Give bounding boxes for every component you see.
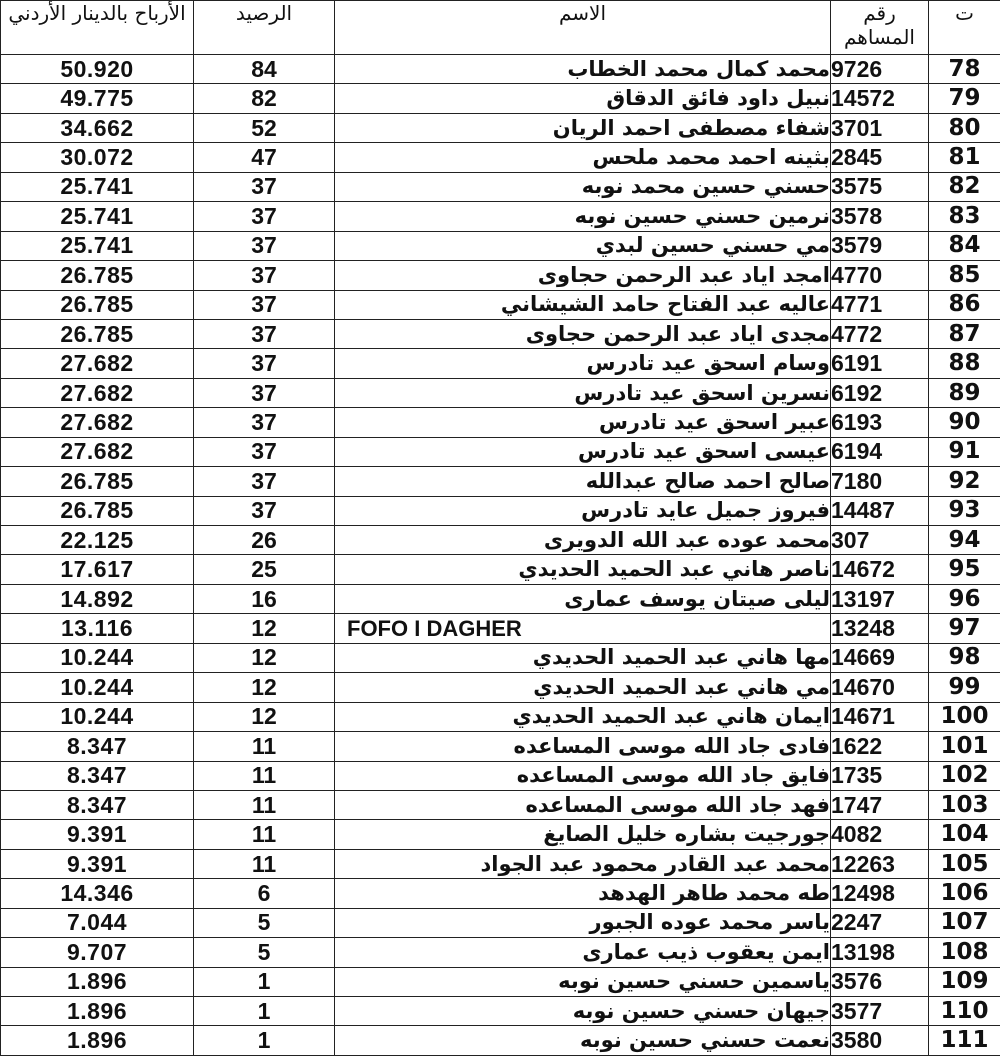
row-name: صالح احمد صالح عبدالله: [335, 467, 831, 496]
row-profit: 26.785: [1, 496, 194, 525]
table-body: [1, 55, 1000, 1056]
table-row: [1, 261, 1000, 290]
table-row: [1, 1026, 1000, 1055]
table-row: [1, 113, 1000, 142]
table-row: [1, 820, 1000, 849]
row-shareholder-no: 14672: [831, 555, 929, 584]
row-shareholder-no: 14487: [831, 496, 929, 525]
table-row: [1, 761, 1000, 790]
row-seq: 86: [929, 290, 1000, 319]
row-balance: 82: [194, 84, 335, 113]
row-seq: 107: [929, 908, 1000, 937]
row-balance: 11: [194, 790, 335, 819]
table-row: [1, 202, 1000, 231]
header-seq: ت: [929, 1, 1000, 55]
row-profit: 8.347: [1, 790, 194, 819]
row-balance: 12: [194, 673, 335, 702]
header-balance: الرصيد: [194, 1, 335, 55]
row-shareholder-no: 307: [831, 526, 929, 555]
row-balance: 1: [194, 997, 335, 1026]
row-profit: 27.682: [1, 378, 194, 407]
table-row: [1, 702, 1000, 731]
row-seq: 97: [929, 614, 1000, 643]
table-row: [1, 879, 1000, 908]
row-profit: 25.741: [1, 172, 194, 201]
row-seq: 94: [929, 526, 1000, 555]
row-balance: 37: [194, 496, 335, 525]
row-name: ايمان هاني عبد الحميد الحديدي: [335, 702, 831, 731]
row-name: ايمن يعقوب ذيب عمارى: [335, 938, 831, 967]
row-balance: 11: [194, 732, 335, 761]
row-profit: 27.682: [1, 349, 194, 378]
row-name: عبير اسحق عيد تادرس: [335, 408, 831, 437]
table-row: [1, 673, 1000, 702]
table-row: [1, 172, 1000, 201]
row-shareholder-no: 6191: [831, 349, 929, 378]
row-balance: 26: [194, 526, 335, 555]
row-balance: 37: [194, 231, 335, 260]
row-seq: 80: [929, 113, 1000, 142]
row-profit: 14.346: [1, 879, 194, 908]
row-name: نعمت حسني حسين نوبه: [335, 1026, 831, 1055]
row-balance: 47: [194, 143, 335, 172]
row-balance: 12: [194, 643, 335, 672]
row-profit: 49.775: [1, 84, 194, 113]
table-row: [1, 849, 1000, 878]
row-shareholder-no: 3701: [831, 113, 929, 142]
row-shareholder-no: 3577: [831, 997, 929, 1026]
row-profit: 7.044: [1, 908, 194, 937]
table-row: [1, 790, 1000, 819]
row-seq: 98: [929, 643, 1000, 672]
row-name: بثينه احمد محمد ملحس: [335, 143, 831, 172]
row-shareholder-no: 9726: [831, 55, 929, 84]
row-balance: 37: [194, 408, 335, 437]
table-row: [1, 967, 1000, 996]
row-profit: 1.896: [1, 997, 194, 1026]
row-name: شفاء مصطفى احمد الريان: [335, 113, 831, 142]
row-profit: 9.391: [1, 849, 194, 878]
table-row: [1, 908, 1000, 937]
row-seq: 102: [929, 761, 1000, 790]
table-row: [1, 437, 1000, 466]
row-balance: 5: [194, 938, 335, 967]
table-row: [1, 732, 1000, 761]
row-name: مي حسني حسين لبدي: [335, 231, 831, 260]
row-shareholder-no: 14670: [831, 673, 929, 702]
row-profit: 10.244: [1, 673, 194, 702]
row-seq: 99: [929, 673, 1000, 702]
row-profit: 8.347: [1, 761, 194, 790]
row-balance: 37: [194, 261, 335, 290]
row-shareholder-no: 14572: [831, 84, 929, 113]
row-balance: 11: [194, 849, 335, 878]
row-seq: 83: [929, 202, 1000, 231]
table-row: [1, 408, 1000, 437]
row-shareholder-no: 3576: [831, 967, 929, 996]
row-name: مجدى اياد عبد الرحمن حجاوى: [335, 319, 831, 348]
row-seq: 104: [929, 820, 1000, 849]
row-shareholder-no: 12498: [831, 879, 929, 908]
row-name: ناصر هاني عبد الحميد الحديدي: [335, 555, 831, 584]
row-seq: 87: [929, 319, 1000, 348]
row-name: ياسمين حسني حسين نوبه: [335, 967, 831, 996]
table-row: [1, 643, 1000, 672]
row-seq: 110: [929, 997, 1000, 1026]
row-name: مي هاني عبد الحميد الحديدي: [335, 673, 831, 702]
row-name: محمد عوده عبد الله الدويرى: [335, 526, 831, 555]
row-seq: 84: [929, 231, 1000, 260]
row-seq: 91: [929, 437, 1000, 466]
table-row: [1, 555, 1000, 584]
row-profit: 50.920: [1, 55, 194, 84]
table-row: [1, 938, 1000, 967]
row-seq: 108: [929, 938, 1000, 967]
row-name: فايق جاد الله موسى المساعده: [335, 761, 831, 790]
row-shareholder-no: 14669: [831, 643, 929, 672]
row-balance: 37: [194, 290, 335, 319]
row-shareholder-no: 1735: [831, 761, 929, 790]
row-profit: 17.617: [1, 555, 194, 584]
row-shareholder-no: 2247: [831, 908, 929, 937]
row-seq: 78: [929, 55, 1000, 84]
table-row: [1, 84, 1000, 113]
row-shareholder-no: 7180: [831, 467, 929, 496]
row-name: فادى جاد الله موسى المساعده: [335, 732, 831, 761]
table-row: [1, 231, 1000, 260]
row-profit: 25.741: [1, 202, 194, 231]
row-seq: 82: [929, 172, 1000, 201]
row-seq: 100: [929, 702, 1000, 731]
row-seq: 103: [929, 790, 1000, 819]
row-name: نبيل داود فائق الدقاق: [335, 84, 831, 113]
row-profit: 10.244: [1, 702, 194, 731]
row-balance: 52: [194, 113, 335, 142]
row-shareholder-no: 13198: [831, 938, 929, 967]
row-balance: 84: [194, 55, 335, 84]
row-profit: 9.391: [1, 820, 194, 849]
header-profit: الأرباح بالدينار الأردني: [1, 1, 194, 55]
table-row: [1, 584, 1000, 613]
row-shareholder-no: 4771: [831, 290, 929, 319]
row-seq: 101: [929, 732, 1000, 761]
row-shareholder-no: 4082: [831, 820, 929, 849]
row-profit: 27.682: [1, 408, 194, 437]
row-name: فيروز جميل عايد تادرس: [335, 496, 831, 525]
row-seq: 88: [929, 349, 1000, 378]
row-balance: 16: [194, 584, 335, 613]
row-shareholder-no: 14671: [831, 702, 929, 731]
row-shareholder-no: 2845: [831, 143, 929, 172]
row-seq: 106: [929, 879, 1000, 908]
table-header-row: [1, 1, 1000, 55]
row-balance: 12: [194, 614, 335, 643]
row-name: ياسر محمد عوده الجبور: [335, 908, 831, 937]
row-balance: 11: [194, 761, 335, 790]
row-shareholder-no: 12263: [831, 849, 929, 878]
row-balance: 6: [194, 879, 335, 908]
header-name: الاسم: [335, 1, 831, 55]
row-balance: 37: [194, 349, 335, 378]
row-name: محمد كمال محمد الخطاب: [335, 55, 831, 84]
row-profit: 22.125: [1, 526, 194, 555]
row-name: طه محمد طاهر الهدهد: [335, 879, 831, 908]
row-name: FOFO I DAGHER: [335, 614, 831, 643]
row-shareholder-no: 1747: [831, 790, 929, 819]
row-shareholder-no: 3578: [831, 202, 929, 231]
row-seq: 93: [929, 496, 1000, 525]
row-name: فهد جاد الله موسى المساعده: [335, 790, 831, 819]
row-profit: 13.116: [1, 614, 194, 643]
row-balance: 37: [194, 467, 335, 496]
row-seq: 90: [929, 408, 1000, 437]
row-shareholder-no: 6194: [831, 437, 929, 466]
row-name: جيهان حسني حسين نوبه: [335, 997, 831, 1026]
row-seq: 81: [929, 143, 1000, 172]
row-profit: 30.072: [1, 143, 194, 172]
row-name: عاليه عبد الفتاح حامد الشيشاني: [335, 290, 831, 319]
row-shareholder-no: 6192: [831, 378, 929, 407]
table-row: [1, 143, 1000, 172]
row-profit: 14.892: [1, 584, 194, 613]
row-seq: 79: [929, 84, 1000, 113]
table-row: [1, 614, 1000, 643]
row-seq: 111: [929, 1026, 1000, 1055]
row-seq: 109: [929, 967, 1000, 996]
row-balance: 12: [194, 702, 335, 731]
row-name: حسني حسين محمد نوبه: [335, 172, 831, 201]
table-row: [1, 349, 1000, 378]
row-name: عيسى اسحق عيد تادرس: [335, 437, 831, 466]
row-name: نسرين اسحق عيد تادرس: [335, 378, 831, 407]
table-row: [1, 526, 1000, 555]
table-row: [1, 319, 1000, 348]
table-row: [1, 378, 1000, 407]
row-shareholder-no: 3579: [831, 231, 929, 260]
row-seq: 89: [929, 378, 1000, 407]
row-balance: 25: [194, 555, 335, 584]
row-profit: 10.244: [1, 643, 194, 672]
row-shareholder-no: 3580: [831, 1026, 929, 1055]
row-profit: 8.347: [1, 732, 194, 761]
row-shareholder-no: 13197: [831, 584, 929, 613]
row-name: وسام اسحق عيد تادرس: [335, 349, 831, 378]
table-row: [1, 997, 1000, 1026]
table-row: [1, 55, 1000, 84]
row-balance: 37: [194, 202, 335, 231]
row-balance: 11: [194, 820, 335, 849]
row-shareholder-no: 3575: [831, 172, 929, 201]
row-seq: 105: [929, 849, 1000, 878]
row-profit: 26.785: [1, 467, 194, 496]
row-name: نرمين حسني حسين نوبه: [335, 202, 831, 231]
table-row: [1, 467, 1000, 496]
row-name: ليلى صيتان يوسف عمارى: [335, 584, 831, 613]
row-profit: 34.662: [1, 113, 194, 142]
row-shareholder-no: 4770: [831, 261, 929, 290]
row-name: مها هاني عبد الحميد الحديدي: [335, 643, 831, 672]
row-shareholder-no: 6193: [831, 408, 929, 437]
row-name: جورجيت بشاره خليل الصايغ: [335, 820, 831, 849]
row-profit: 25.741: [1, 231, 194, 260]
table-row: [1, 496, 1000, 525]
row-balance: 5: [194, 908, 335, 937]
row-profit: 26.785: [1, 290, 194, 319]
table-row: [1, 290, 1000, 319]
row-profit: 26.785: [1, 261, 194, 290]
row-profit: 9.707: [1, 938, 194, 967]
row-profit: 27.682: [1, 437, 194, 466]
row-shareholder-no: 1622: [831, 732, 929, 761]
row-profit: 1.896: [1, 967, 194, 996]
header-shareholder-no: رقم المساهم: [831, 1, 929, 55]
row-balance: 1: [194, 967, 335, 996]
row-balance: 37: [194, 437, 335, 466]
row-balance: 37: [194, 172, 335, 201]
row-profit: 26.785: [1, 319, 194, 348]
row-profit: 1.896: [1, 1026, 194, 1055]
row-shareholder-no: 13248: [831, 614, 929, 643]
row-balance: 37: [194, 319, 335, 348]
row-balance: 37: [194, 378, 335, 407]
row-shareholder-no: 4772: [831, 319, 929, 348]
row-balance: 1: [194, 1026, 335, 1055]
row-seq: 95: [929, 555, 1000, 584]
row-name: محمد عبد القادر محمود عبد الجواد: [335, 849, 831, 878]
row-seq: 85: [929, 261, 1000, 290]
row-seq: 92: [929, 467, 1000, 496]
row-seq: 96: [929, 584, 1000, 613]
row-name: امجد اياد عبد الرحمن حجاوى: [335, 261, 831, 290]
